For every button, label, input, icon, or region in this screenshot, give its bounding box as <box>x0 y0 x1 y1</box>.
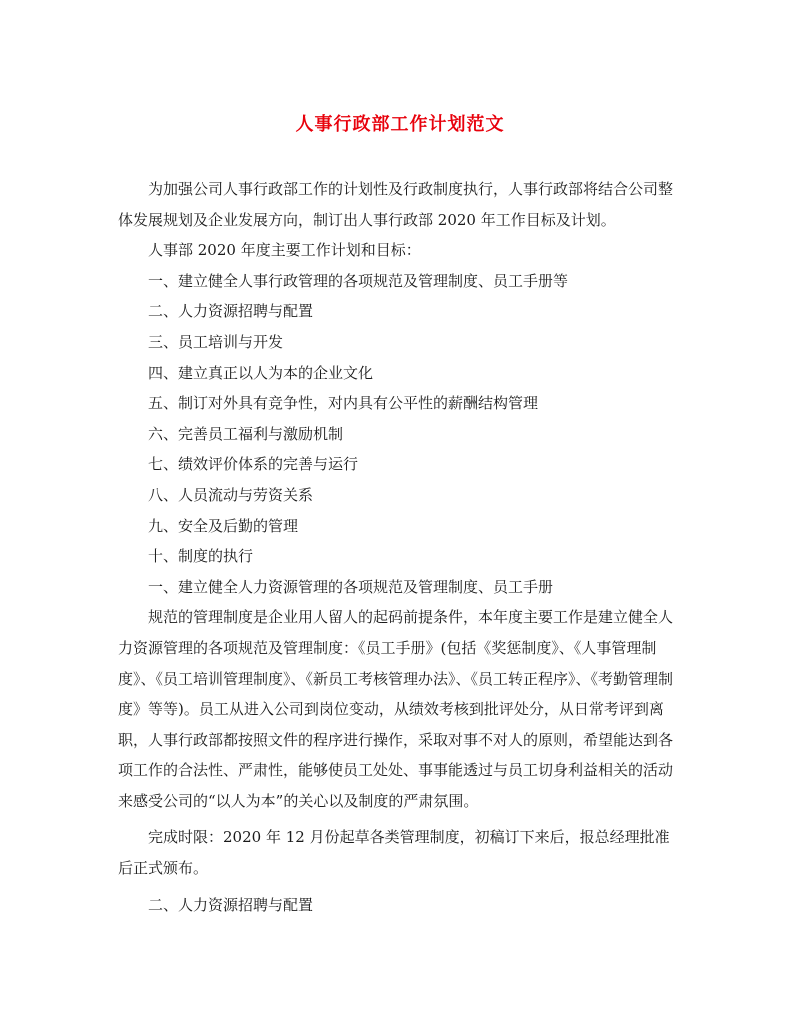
paragraph-intro: 为加强公司人事行政部工作的计划性及行政制度执行，人事行政部将结合公司整体发展规划及企业发展方向，制订出人事行政部 2020 年工作目标及计划。 <box>118 180 674 229</box>
document-body <box>118 174 684 920</box>
paragraph-management-rules: 规范的管理制度是企业用人留人的起码前提条件，本年度主要工作是建立健全人力资源管理的各项规范及管理制度：《员工手册》(包括《奖惩制度》、《人事管理制度》、《员工培训管理制度》、《新员工考核管理办法》、《员工转正程序》、《考勤管理制度》等等)。员工从进入公司到岗位变动，从绩效考核到批评处分，从日常考评到离职，人事行政部都按照文件的程序进行操作，采取对事不对人的原则，希望能达到各项工作的合法性、严肃性，能够使员工处处、事事能透过与员工切身利益相关的活动来感受公司的“以人为本”的关心以及制度的严肃氛围。 <box>118 608 674 810</box>
list-item-6: 六、完善员工福利与激励机制 <box>148 424 344 443</box>
list-item-9: 九、安全及后勤的管理 <box>148 516 299 535</box>
section-heading-1: 一、建立健全人力资源管理的各项规范及管理制度、员工手册 <box>148 577 554 596</box>
list-item-4: 四、建立真正以人为本的企业文化 <box>148 363 374 382</box>
document-title: 人事行政部工作计划范文 <box>295 114 505 135</box>
list-item-2: 二、人力资源招聘与配置 <box>148 302 314 321</box>
list-item-7: 七、绩效评价体系的完善与运行 <box>148 455 359 474</box>
list-item-10: 十、制度的执行 <box>148 547 254 566</box>
list-item-8: 八、人员流动与劳资关系 <box>148 485 314 504</box>
list-item-3: 三、员工培训与开发 <box>148 332 284 351</box>
list-item-5: 五、制订对外具有竞争性，对内具有公平性的薪酬结构管理 <box>148 394 539 413</box>
paragraph-deadline: 完成时限：2020 年 12 月份起草各类管理制度，初稿订下来后，报总经理批准后正式颁布。 <box>118 828 670 878</box>
list-item-1: 一、建立健全人事行政管理的各项规范及管理制度、员工手册等 <box>148 271 569 290</box>
section-heading-2: 二、人力资源招聘与配置 <box>148 895 314 914</box>
paragraph-goals-heading: 人事部 2020 年度主要工作计划和目标： <box>148 241 421 260</box>
